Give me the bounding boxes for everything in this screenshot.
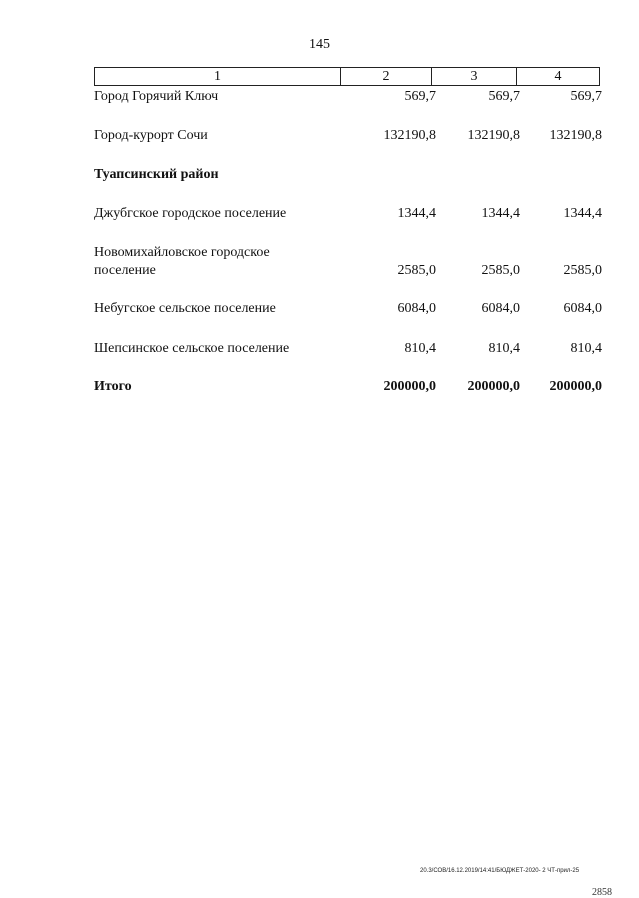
row-value-col4: 569,7 xyxy=(570,89,602,104)
row-name: Шепсинское сельское поселение xyxy=(94,341,290,356)
table-row-novomikhaylovskoe xyxy=(94,242,604,280)
column-header-1: 1 xyxy=(95,68,341,85)
table-row-tuapse-district xyxy=(94,164,604,184)
row-value-col2: 569,7 xyxy=(404,89,436,104)
row-value-col4: 1344,4 xyxy=(563,206,602,221)
row-value-col3: 200000,0 xyxy=(467,379,520,394)
handwritten-page-mark: 2858 xyxy=(592,887,612,898)
row-value-col3: 6084,0 xyxy=(481,301,520,316)
row-value-col2: 2585,0 xyxy=(397,263,436,278)
column-header-2: 2 xyxy=(341,68,432,85)
row-value-col3: 810,4 xyxy=(488,341,520,356)
row-name: Небугское сельское поселение xyxy=(94,301,276,316)
row-value-col4: 200000,0 xyxy=(549,379,602,394)
row-name: Туапсинский район xyxy=(94,167,219,182)
row-value-col3: 2585,0 xyxy=(481,263,520,278)
row-value-col3: 569,7 xyxy=(488,89,520,104)
row-name: Итого xyxy=(94,379,132,394)
row-value-col4: 6084,0 xyxy=(563,301,602,316)
row-name: Джубгское городское поселение xyxy=(94,206,287,221)
row-value-col3: 132190,8 xyxy=(467,128,520,143)
column-header-4: 4 xyxy=(554,69,562,84)
column-header-3: 3 xyxy=(432,68,517,85)
row-value-col2: 810,4 xyxy=(404,341,436,356)
row-value-col4: 2585,0 xyxy=(563,263,602,278)
table-row-nebug xyxy=(94,298,604,318)
table-header xyxy=(94,67,600,86)
page-number: 145 xyxy=(309,37,330,52)
table-row-total xyxy=(94,376,604,396)
row-value-col4: 810,4 xyxy=(570,341,602,356)
row-name: Город Горячий Ключ xyxy=(94,89,219,104)
table-row-sochi xyxy=(94,125,604,145)
row-value-col2: 200000,0 xyxy=(383,379,436,394)
table-row-shepsi xyxy=(94,338,604,358)
row-value-col2: 6084,0 xyxy=(397,301,436,316)
row-value-col2: 1344,4 xyxy=(397,206,436,221)
document-footer-code: 20.3/СОВ/16.12.2019/14:41/БЮДЖЕТ-2020- 2 ЧТ-прил-25 xyxy=(420,868,580,874)
row-name: Новомихайловское городское поселение xyxy=(94,245,270,278)
row-value-col3: 1344,4 xyxy=(481,206,520,221)
table-row-goryachiy-klyuch xyxy=(94,86,604,106)
row-value-col2: 132190,8 xyxy=(383,128,436,143)
row-name: Город-курорт Сочи xyxy=(94,128,208,143)
row-value-col4: 132190,8 xyxy=(549,128,602,143)
table-row-dzhubga xyxy=(94,203,604,223)
